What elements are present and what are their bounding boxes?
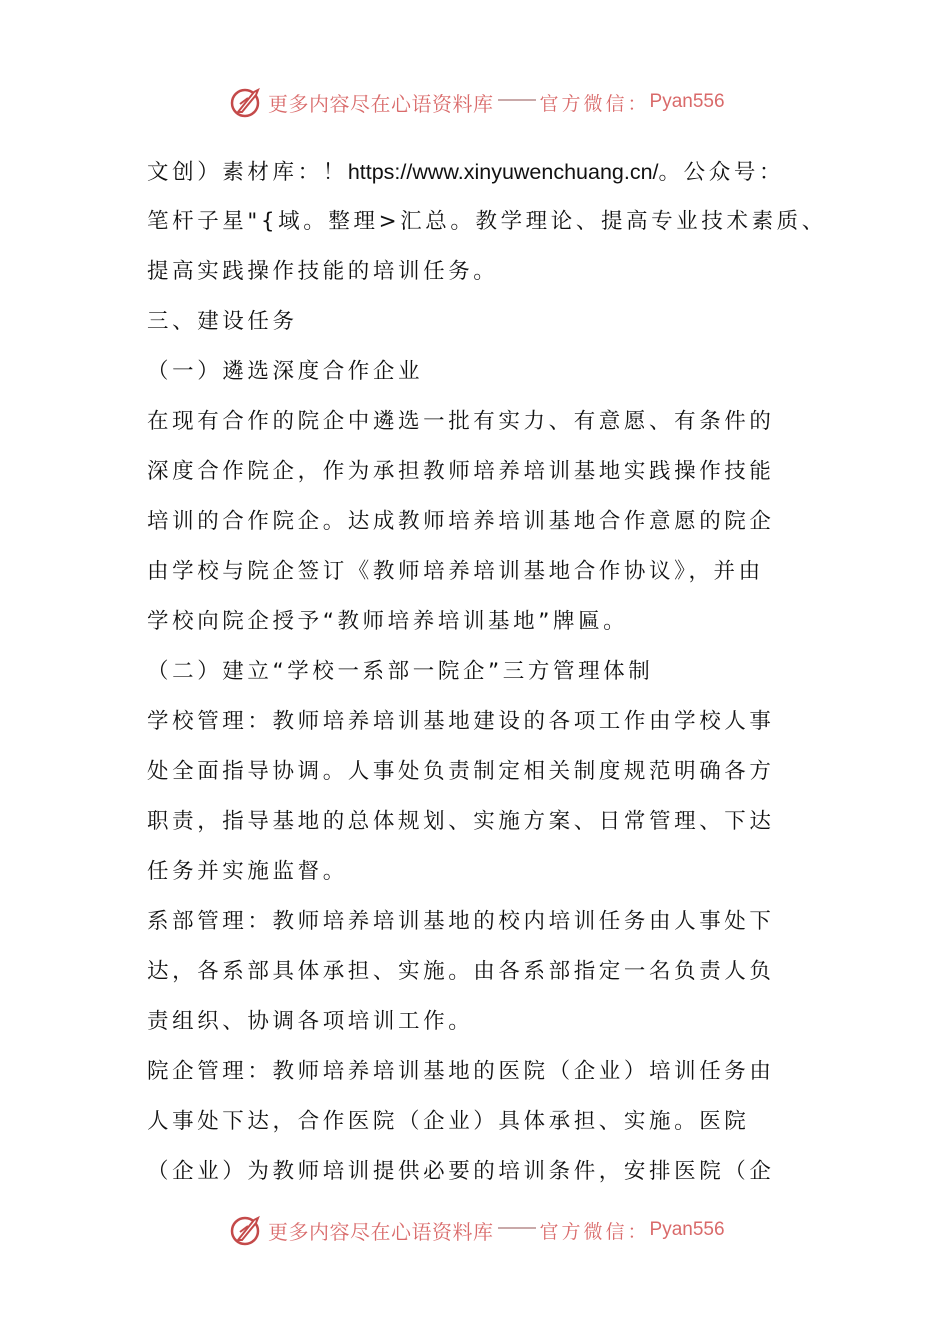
- paragraph-line: 由学校与院企签订《教师培养培训基地合作协议》，并由: [147, 559, 764, 584]
- text-line: 提高实践操作技能的培训任务。: [147, 259, 499, 284]
- text-span: 。公众号：: [658, 160, 785, 185]
- footer-separator: [498, 1227, 536, 1229]
- paragraph-line: 学校管理：教师培养培训基地建设的各项工作由学校人事: [147, 709, 775, 734]
- header-separator: [498, 99, 536, 101]
- paragraph-line: 系部管理：教师培养培训基地的校内培训任务由人事处下: [147, 909, 775, 934]
- paragraph-line: 人事处下达，合作医院（企业）具体承担、实施。医院: [147, 1109, 750, 1134]
- paragraph-line: 学校向院企授予“教师培养培训基地”牌匾。: [147, 609, 629, 634]
- quill-logo-icon: [228, 1212, 264, 1248]
- header-wechat-label: 官方微信：: [539, 92, 650, 115]
- paragraph-line: 培训的合作院企。达成教师培养培训基地合作意愿的院企: [147, 509, 775, 534]
- subsection-heading: （二）建立“学校一系部一院企”三方管理体制: [147, 659, 654, 684]
- footer-wechat-id: Pyan556: [649, 1219, 725, 1240]
- paragraph-line: 任务并实施监督。: [147, 859, 348, 884]
- footer-slogan: 更多内容尽在心语资料库: [268, 1219, 494, 1244]
- paragraph-line: 职责，指导基地的总体规划、实施方案、日常管理、下达: [147, 809, 775, 834]
- header-wechat-id: Pyan556: [649, 91, 725, 112]
- text-line: [147, 147, 827, 197]
- text-span: 文创）素材库：！: [147, 160, 348, 185]
- document-body: [147, 147, 827, 1197]
- paragraph-line: 处全面指导协调。人事处负责制定相关制度规范明确各方: [147, 759, 775, 784]
- paragraph-line: 达，各系部具体承担、实施。由各系部指定一名负责人负: [147, 959, 775, 984]
- text-line: 笔杆子星"{域。整理>汇总。教学理论、提高专业技术素质、: [147, 209, 827, 234]
- paragraph-line: （企业）为教师培训提供必要的培训条件，安排医院（企: [147, 1159, 775, 1184]
- paragraph-line: 院企管理：教师培养培训基地的医院（企业）培训任务由: [147, 1059, 775, 1084]
- quill-logo-icon: [228, 84, 264, 120]
- website-url: https://www.xinyuwenchuang.cn/: [347, 160, 659, 184]
- paragraph-line: 深度合作院企，作为承担教师培养培训基地实践操作技能: [147, 459, 775, 484]
- paragraph-line: 在现有合作的院企中遴选一批有实力、有意愿、有条件的: [147, 409, 775, 434]
- header-slogan: 更多内容尽在心语资料库: [268, 91, 494, 116]
- footer-wechat-label: 官方微信：: [539, 1220, 650, 1243]
- section-heading: 三、建设任务: [147, 309, 298, 334]
- paragraph-line: 责组织、协调各项培训工作。: [147, 1009, 474, 1034]
- subsection-heading: （一）遴选深度合作企业: [147, 359, 424, 384]
- footer-watermark: [228, 1210, 748, 1250]
- header-watermark: [228, 82, 748, 122]
